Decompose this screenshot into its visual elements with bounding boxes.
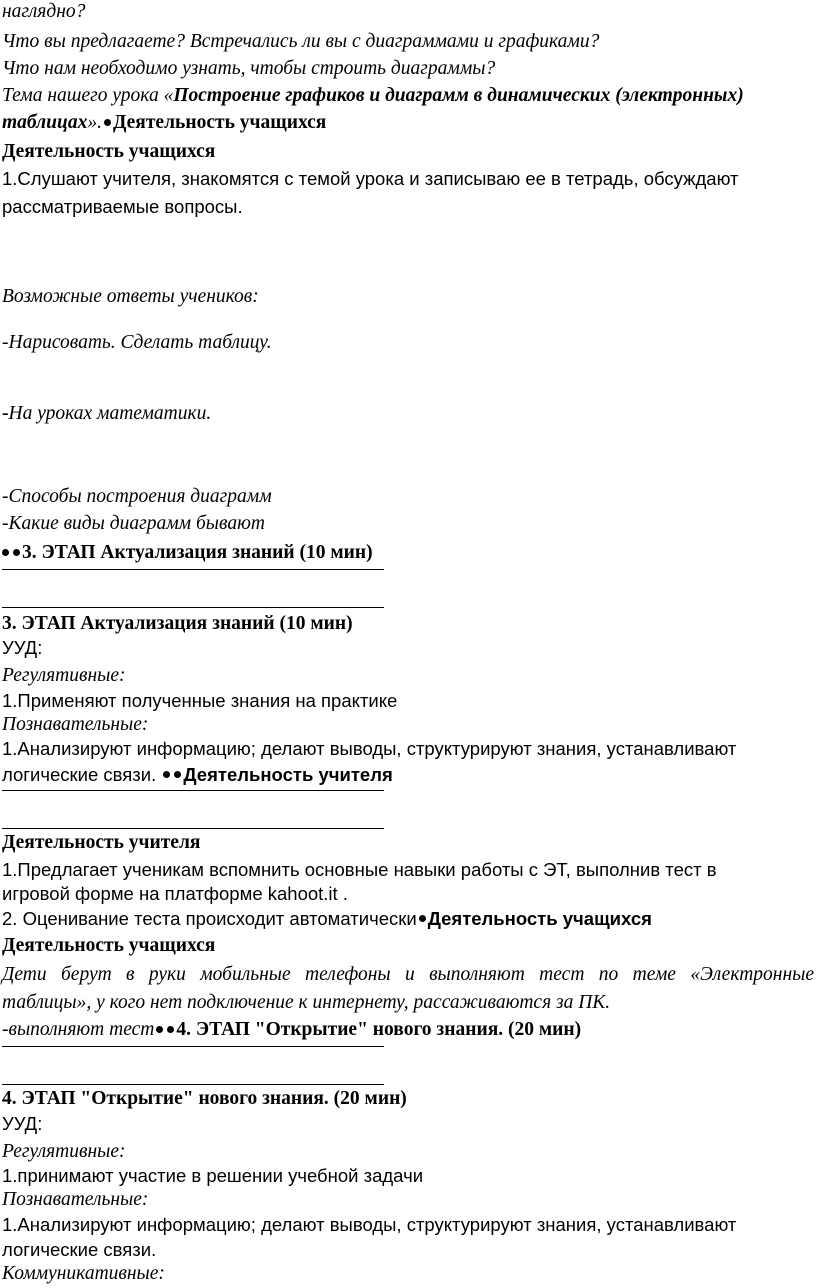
text-line: наглядно?: [2, 1, 86, 22]
text-line: Что нам необходимо узнать, чтобы строить диаграммы?: [2, 58, 496, 79]
text-run: Тема нашего урока «: [2, 85, 174, 106]
bullet-icon: [104, 119, 111, 126]
bullet-icon: [174, 771, 181, 778]
text-line: -Способы построения диаграмм: [2, 486, 272, 507]
text-line: Коммуникативные:: [2, 1263, 165, 1284]
divider: [2, 790, 384, 791]
text-line: 1.Применяют полученные знания на практике: [2, 690, 398, 711]
text-line: Познавательные:: [2, 1189, 149, 1210]
section-heading: [2, 541, 373, 565]
section-heading: Деятельность учителя: [183, 764, 393, 785]
divider: [2, 828, 384, 829]
text-run: -: [2, 403, 9, 424]
text-line: 1.Слушают учителя, знакомятся с темой урока и записываю ее в тетрадь, обсуждают: [2, 168, 739, 189]
section-heading: Деятельность учащихся: [2, 935, 216, 956]
text-run: 3. ЭТАП Актуализация знаний (10 мин): [22, 542, 373, 563]
text-line: рассматриваемые вопросы.: [2, 196, 243, 217]
text-line: Регулятивные:: [2, 1141, 126, 1162]
text-line: [2, 763, 393, 787]
text-line: 1.Анализируют информацию; делают выводы, структурируют знания, устанавливают: [2, 1214, 737, 1235]
bullet-icon: [419, 915, 426, 922]
section-heading: Деятельность учащихся: [2, 141, 216, 162]
text-line: УУД:: [2, 637, 43, 658]
text-line: 1.Предлагает ученикам вспомнить основные навыки работы с ЭТ, выполнив тест в: [2, 859, 717, 880]
text-run: ».: [87, 112, 102, 133]
lesson-topic-end: таблицах: [2, 112, 88, 133]
section-heading: 4. ЭТАП "Открытие" нового знания. (20 мин): [2, 1088, 407, 1109]
divider: [2, 569, 384, 570]
text-line: УУД:: [2, 1113, 43, 1134]
text-run: -выполняют тест: [2, 1019, 155, 1040]
text-line: [2, 402, 211, 426]
bullet-icon: [156, 1026, 163, 1033]
text-line: Возможные ответы учеников:: [2, 286, 259, 307]
divider: [2, 607, 384, 608]
text-line: логические связи.: [2, 1239, 157, 1260]
text-line: Что вы предлагаете? Встречались ли вы с диаграммами и графиками?: [2, 31, 600, 52]
lesson-topic: Построение графиков и диаграмм в динамических (электронных): [173, 85, 744, 106]
text-line: [2, 84, 744, 108]
text-line: 1.принимают участие в решении учебной задачи: [2, 1165, 424, 1186]
text-line: -Нарисовать. Сделать таблицу.: [2, 332, 272, 353]
bullet-icon: [163, 771, 170, 778]
bullet-icon: [167, 1026, 174, 1033]
section-heading: Деятельность учителя: [2, 832, 201, 853]
section-heading: 4. ЭТАП "Открытие" нового знания. (20 мин): [176, 1019, 582, 1040]
text-line: таблицы», у кого нет подключение к интернету, рассаживаются за ПК.: [2, 992, 611, 1013]
divider: [2, 1084, 384, 1085]
text-line: Регулятивные:: [2, 665, 126, 686]
text-line: [2, 907, 652, 931]
divider: [2, 1046, 384, 1047]
text-run: На уроках математики.: [8, 403, 212, 424]
text-run: логические связи.: [2, 764, 157, 785]
text-line: 1.Анализируют информацию; делают выводы, структурируют знания, устанавливают: [2, 738, 737, 759]
section-heading: Деятельность учащихся: [113, 112, 327, 133]
text-run: 2. Оценивание теста происходит автоматически: [2, 908, 417, 929]
text-line: Познавательные:: [2, 714, 149, 735]
section-heading: Деятельность учащихся: [427, 908, 652, 929]
text-line: -Какие виды диаграмм бывают: [2, 513, 265, 534]
text-line: игровой форме на платформе kahoot.it .: [2, 883, 348, 904]
bullet-icon: [2, 549, 9, 556]
text-line: [2, 1018, 581, 1042]
bullet-icon: [13, 549, 20, 556]
text-line: Дети берут в руки мобильные телефоны и выполняют тест по теме «Электронные: [2, 964, 814, 985]
text-line: [2, 111, 326, 135]
section-heading: 3. ЭТАП Актуализация знаний (10 мин): [2, 613, 353, 634]
